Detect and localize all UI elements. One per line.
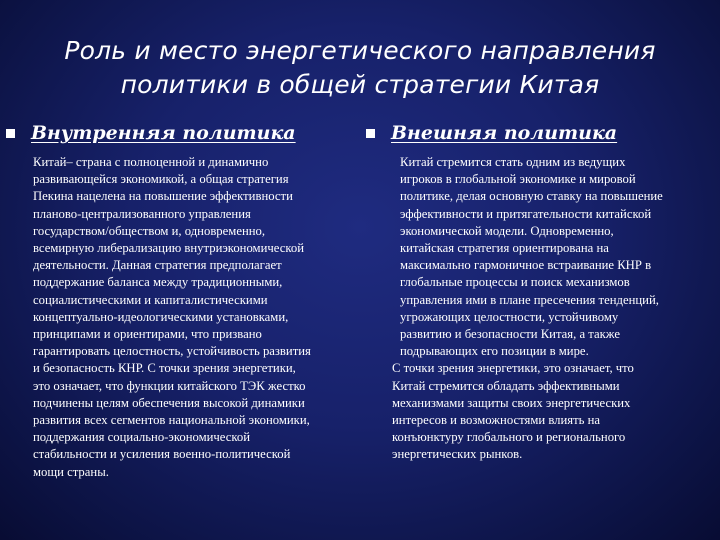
external-policy-text: Китай стремится стать одним из ведущих игроков в глобальной экономике и мировой политике, делая основную ставку на повышение эффективности и притягательности китайской экономической модели. Одновременно, китайская стратегия ориентирована на максимально гармоничное встраивание КНР в глобальные процессы и поиск механизмов управления ими в плане пресечения тенденций, угрожающих целостности, устойчивому развитию и безопасности Китая, а также подрывающих его позиции в мире. bbox=[400, 155, 663, 359]
square-bullet-icon bbox=[6, 129, 15, 138]
slide-title-line-2: политики в общей стратегии Китая bbox=[120, 70, 600, 99]
slide-title bbox=[40, 34, 680, 102]
external-policy-energy-text: С точки зрения энергетики, это означает, что Китай стремится обладать эффективными механизмами защиты своих энергетических интересов и возможностями влиять на конъюнктуру глобального и регионального энергетических рынков. bbox=[392, 361, 634, 462]
square-bullet-icon bbox=[366, 129, 375, 138]
internal-policy-column bbox=[6, 118, 366, 481]
external-policy-heading: Внешняя политика bbox=[391, 122, 618, 144]
external-policy-column bbox=[366, 118, 714, 464]
internal-policy-text: Китай– страна с полноценной и динамично развивающейся экономикой, а общая стратегия Пекина нацелена на повышение эффективности планово-централизованного управления государством/обществом и, одновременно, всемирную либерализацию внутриэкономической деятельности. Данная стратегия предполагает поддержание баланса между традиционными, социалистическими и капиталистическими концептуально-идеологическими установками, принципами и ориентирами, что призвано гарантировать целостность, устойчивость развития и безопасность КНР. С точки зрения энергетики, это означает, что функции китайского ТЭК жестко подчинены целям обеспечения высокой динамики развития всех сегментов национальной экономики, поддержания социально-экономической стабильности и усиления военно-политической мощи страны. bbox=[33, 155, 311, 479]
external-policy-heading-row bbox=[366, 118, 714, 148]
internal-policy-heading-row bbox=[6, 118, 366, 148]
slide-title-line-1: Роль и место энергетического направления bbox=[64, 36, 656, 65]
internal-policy-heading: Внутренняя политика bbox=[31, 122, 296, 144]
